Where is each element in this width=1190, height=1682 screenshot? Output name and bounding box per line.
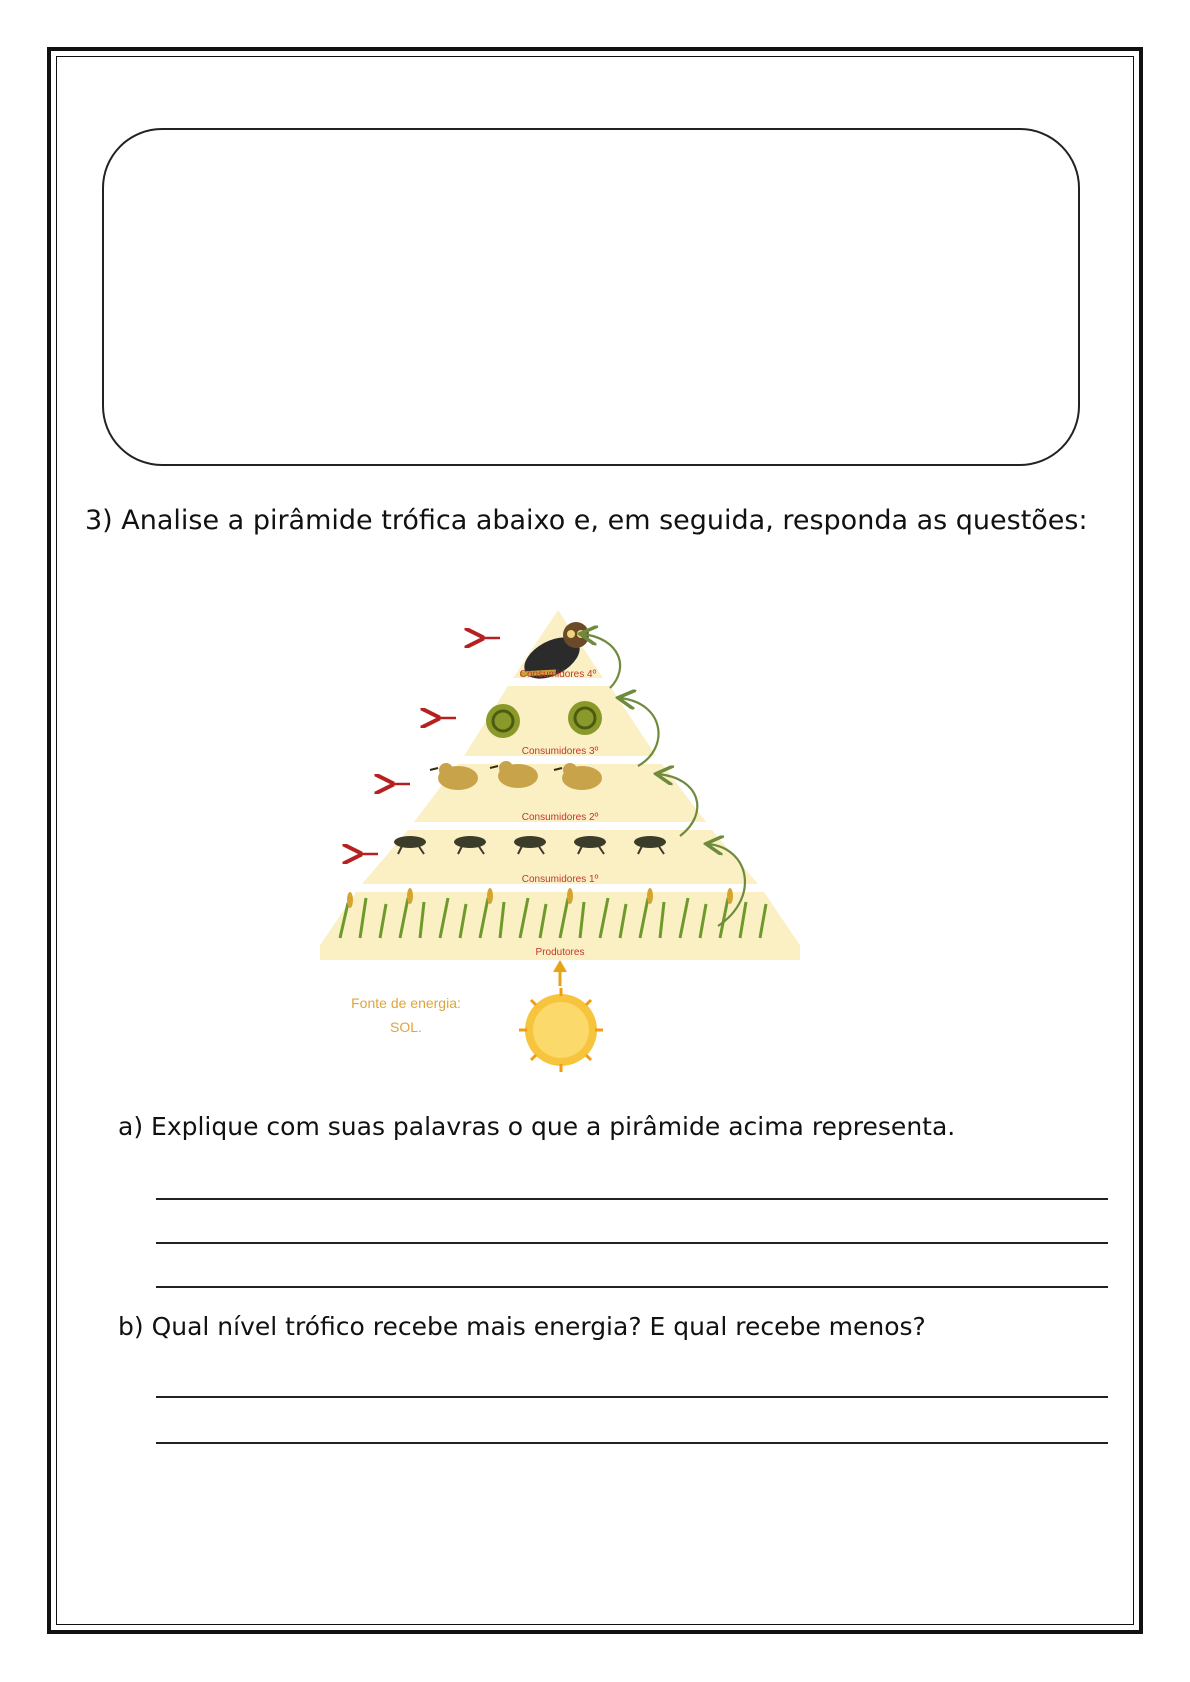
level-label-consumers-1: Consumidores 1º: [521, 874, 599, 885]
subquestion-a: a) Explique com suas palavras o que a pirâmide acima representa.: [118, 1112, 956, 1141]
level-label-consumers-2: Consumidores 2º: [521, 812, 599, 823]
subquestion-b: b) Qual nível trófico recebe mais energia? E qual recebe menos?: [118, 1312, 926, 1341]
answer-line-a1[interactable]: [156, 1198, 1108, 1200]
trophic-pyramid-figure: [320, 598, 800, 1098]
level-label-consumers-3: Consumidores 3º: [521, 746, 599, 757]
answer-line-b2[interactable]: [156, 1442, 1108, 1444]
level-label-consumers-4: Consumidores 4º: [519, 669, 597, 680]
level-label-producers: Produtores: [535, 947, 585, 958]
energy-source-sun-label: SOL.: [390, 1019, 422, 1035]
answer-line-a2[interactable]: [156, 1242, 1108, 1244]
answer-box[interactable]: [102, 128, 1080, 466]
answer-line-a3[interactable]: [156, 1286, 1108, 1288]
snake-icon: [568, 701, 602, 735]
sun-icon: [519, 988, 603, 1072]
answer-line-b1[interactable]: [156, 1396, 1108, 1398]
energy-source-label: Fonte de energia:: [351, 995, 461, 1011]
question-3: 3) Analise a pirâmide trófica abaixo e, em seguida, responda as questões:: [85, 505, 1088, 536]
snake-icon: [486, 704, 520, 738]
